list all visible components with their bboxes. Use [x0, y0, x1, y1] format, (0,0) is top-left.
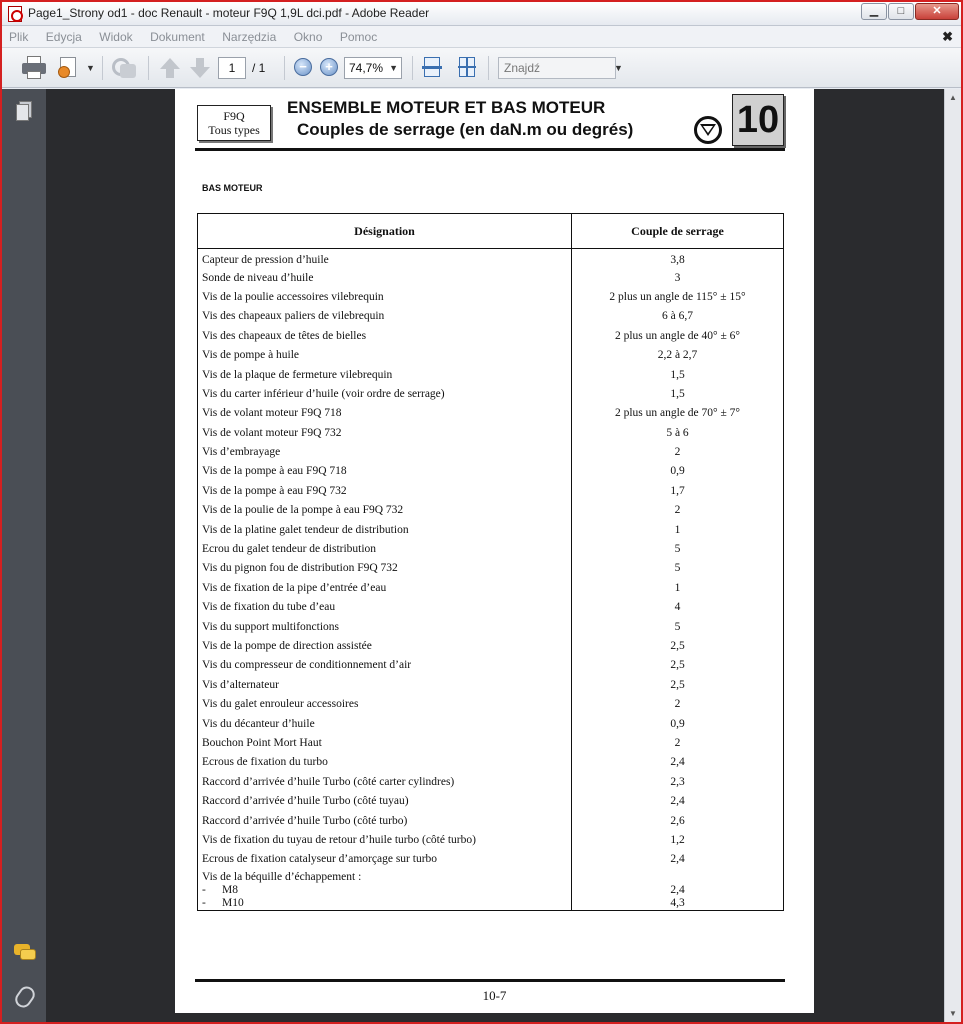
navigation-panel — [2, 89, 46, 1022]
table-cell-couple: 5 — [572, 617, 784, 636]
table-cell-designation: Vis du pignon fou de distribution F9Q 732 — [198, 559, 572, 578]
menu-bar — [2, 26, 961, 48]
section-title: BAS MOTEUR — [202, 183, 263, 193]
table-cell-designation: Ecrous de fixation du turbo — [198, 753, 572, 772]
table-cell-designation: Ecrous de fixation catalyseur d’amorçage sur turbo — [198, 850, 572, 869]
table-cell-designation: Vis d’embrayage — [198, 442, 572, 461]
close-button[interactable]: ✕ — [915, 3, 959, 20]
warning-stop-icon — [694, 116, 722, 144]
table-row — [198, 462, 784, 481]
table-cell-designation: Vis des chapeaux de têtes de bielles — [198, 326, 572, 345]
table-cell-couple: 2 — [572, 733, 784, 752]
table-cell-couple: 2 plus un angle de 115° ± 15° — [572, 287, 784, 306]
window-title: Page1_Strony od1 - doc Renault - moteur F9Q 1,9L dci.pdf - Adobe Reader — [28, 6, 430, 20]
sub-item — [202, 897, 567, 910]
sub-couple: 2,4 — [670, 884, 685, 896]
attachments-icon[interactable] — [12, 983, 38, 1010]
toolbar-separator — [284, 56, 285, 80]
table-row — [198, 850, 784, 869]
table-row — [198, 636, 784, 655]
table-cell-couple: 1,5 — [572, 365, 784, 384]
minimize-button[interactable]: ▁ — [861, 3, 887, 20]
page-number-input[interactable]: 1 — [218, 57, 246, 79]
fit-page-icon[interactable] — [456, 56, 478, 80]
collaborate-icon[interactable] — [110, 56, 138, 80]
sub-label: M8 — [222, 884, 238, 896]
column-header-couple: Couple de serrage — [572, 214, 784, 249]
table-cell-designation: Vis de la pompe à eau F9Q 732 — [198, 481, 572, 500]
table-cell-designation: Vis du carter inférieur d’huile (voir ordre de serrage) — [198, 384, 572, 403]
table-cell-couple: 1 — [572, 520, 784, 539]
table-cell-couple: 2,5 — [572, 636, 784, 655]
previous-page-icon[interactable] — [160, 56, 180, 80]
maximize-button[interactable]: □ — [888, 3, 914, 20]
table-cell-couple: 2,3 — [572, 772, 784, 791]
table-cell-couple: 5 — [572, 559, 784, 578]
table-row — [198, 675, 784, 694]
table-cell-designation: Vis de la pompe à eau F9Q 718 — [198, 462, 572, 481]
scroll-up-icon[interactable]: ▲ — [949, 93, 957, 102]
comments-icon[interactable] — [14, 944, 36, 962]
table-row — [198, 442, 784, 461]
table-row — [198, 617, 784, 636]
table-cell-couple: 3 — [572, 268, 784, 287]
table-cell-couple: 4 — [572, 598, 784, 617]
menu-okno[interactable]: Okno — [293, 30, 323, 44]
table-cell-couple: 1 — [572, 578, 784, 597]
table-cell-couple: 2,5 — [572, 656, 784, 675]
menu-widok[interactable]: Widok — [99, 30, 133, 44]
sub-item — [202, 884, 567, 897]
table-cell-designation: Vis du compresseur de conditionnement d’air — [198, 656, 572, 675]
table-cell-designation: Vis de volant moteur F9Q 732 — [198, 423, 572, 442]
column-header-designation: Désignation — [198, 214, 572, 249]
header-divider — [195, 148, 785, 151]
document-close-icon[interactable]: ✖ — [942, 29, 953, 44]
toolbar-separator — [412, 56, 413, 80]
table-row — [198, 753, 784, 772]
sub-couple: 4,3 — [670, 897, 685, 909]
table-row — [198, 830, 784, 849]
footer-divider — [195, 979, 785, 982]
table-row — [198, 268, 784, 287]
find-input[interactable] — [498, 57, 616, 79]
table-row — [198, 365, 784, 384]
table-cell-couple: 2,4 — [572, 791, 784, 810]
table-cell-designation: Vis du support multifonctions — [198, 617, 572, 636]
page-total: / 1 — [252, 61, 266, 75]
fit-width-icon[interactable] — [422, 56, 442, 80]
table-cell-designation — [198, 869, 572, 911]
torque-table — [197, 213, 784, 911]
table-cell-couple — [572, 869, 784, 911]
table-cell-couple: 0,9 — [572, 462, 784, 481]
pages-icon[interactable] — [16, 101, 32, 121]
table-cell-couple: 2 — [572, 501, 784, 520]
table-cell-couple: 2,2 à 2,7 — [572, 345, 784, 364]
table-cell-couple: 6 à 6,7 — [572, 307, 784, 326]
table-row — [198, 326, 784, 345]
table-cell-couple: 5 à 6 — [572, 423, 784, 442]
designation-text: Vis de la béquille d’échappement : — [202, 871, 362, 883]
plus-icon: + — [325, 59, 333, 74]
toolbar — [2, 48, 961, 88]
table-row — [198, 559, 784, 578]
table-row — [198, 384, 784, 403]
scroll-down-icon[interactable]: ▼ — [949, 1009, 957, 1018]
dash: - — [202, 884, 206, 896]
model-sub-label: Tous types — [208, 123, 260, 137]
table-cell-designation: Vis de fixation du tuyau de retour d’huile turbo (côté turbo) — [198, 830, 572, 849]
table-row — [198, 481, 784, 500]
table-cell-couple: 2,4 — [572, 753, 784, 772]
table-cell-couple: 2 — [572, 442, 784, 461]
next-page-icon[interactable] — [190, 56, 210, 80]
table-cell-couple: 1,2 — [572, 830, 784, 849]
pdf-page — [175, 89, 814, 1013]
table-cell-couple: 2 — [572, 694, 784, 713]
window-controls — [861, 3, 959, 20]
table-cell-designation: Sonde de niveau d’huile — [198, 268, 572, 287]
model-box — [197, 105, 271, 141]
table-row — [198, 501, 784, 520]
zoom-value: 74,7% — [349, 61, 384, 75]
adobe-reader-icon — [8, 6, 22, 22]
table-row — [198, 578, 784, 597]
chapter-number: 10 — [732, 94, 784, 146]
page-title: ENSEMBLE MOTEUR ET BAS MOTEUR — [287, 98, 606, 117]
table-cell-designation: Raccord d’arrivée d’huile Turbo (côté turbo) — [198, 811, 572, 830]
table-row — [198, 772, 784, 791]
zoom-select[interactable] — [344, 57, 402, 79]
menu-narzedzia[interactable]: Narzędzia — [222, 30, 277, 44]
table-row — [198, 598, 784, 617]
table-row — [198, 307, 784, 326]
table-header-row — [198, 214, 784, 249]
table-cell-designation: Vis de la pompe de direction assistée — [198, 636, 572, 655]
table-cell-designation: Bouchon Point Mort Haut — [198, 733, 572, 752]
table-cell-designation: Vis de la poulie accessoires vilebrequin — [198, 287, 572, 306]
title-bar — [2, 2, 961, 26]
table-row — [198, 287, 784, 306]
table-row — [198, 520, 784, 539]
print-icon[interactable] — [22, 56, 46, 80]
menu-plik[interactable]: Plik — [9, 30, 29, 44]
table-row — [198, 656, 784, 675]
table-cell-couple: 5 — [572, 539, 784, 558]
table-cell-designation: Raccord d’arrivée d’huile Turbo (côté carter cylindres) — [198, 772, 572, 791]
table-cell-couple: 2 plus un angle de 70° ± 7° — [572, 404, 784, 423]
table-cell-designation: Vis de fixation du tube d’eau — [198, 598, 572, 617]
model-label: F9Q — [223, 109, 245, 123]
table-cell-couple: 2 plus un angle de 40° ± 6° — [572, 326, 784, 345]
table-cell-designation: Vis de volant moteur F9Q 718 — [198, 404, 572, 423]
table-cell-designation: Raccord d’arrivée d’huile Turbo (côté tuyau) — [198, 791, 572, 810]
chevron-down-icon: ▼ — [389, 63, 398, 73]
toolbar-separator — [102, 56, 103, 80]
table-row — [198, 733, 784, 752]
dash: - — [202, 897, 206, 909]
table-row — [198, 249, 784, 268]
table-cell-designation: Vis de la plaque de fermeture vilebrequin — [198, 365, 572, 384]
table-cell-couple: 1,7 — [572, 481, 784, 500]
minus-icon: − — [299, 59, 307, 74]
menu-edycja[interactable]: Edycja — [45, 30, 82, 44]
find-dropdown-icon[interactable]: ▼ — [614, 63, 623, 73]
table-cell-designation: Vis d’alternateur — [198, 675, 572, 694]
table-row — [198, 345, 784, 364]
table-cell-couple: 2,5 — [572, 675, 784, 694]
table-cell-designation: Ecrou du galet tendeur de distribution — [198, 539, 572, 558]
zoom-out-button[interactable] — [294, 58, 312, 76]
table-row — [198, 404, 784, 423]
vertical-scrollbar[interactable] — [944, 89, 961, 1022]
table-cell-couple: 2,4 — [572, 850, 784, 869]
sub-label: M10 — [222, 897, 244, 909]
table-cell-designation: Vis de pompe à huile — [198, 345, 572, 364]
table-cell-designation: Vis du galet enrouleur accessoires — [198, 694, 572, 713]
table-row — [198, 539, 784, 558]
table-row — [198, 869, 784, 911]
find-placeholder: Znajdź — [504, 61, 541, 75]
page-number: 10-7 — [482, 988, 507, 1003]
table-row — [198, 694, 784, 713]
table-row — [198, 423, 784, 442]
table-cell-couple: 3,8 — [572, 249, 784, 268]
menu-dokument[interactable]: Dokument — [150, 30, 205, 44]
table-row — [198, 714, 784, 733]
table-cell-designation: Vis de la platine galet tendeur de distribution — [198, 520, 572, 539]
table-cell-designation: Vis du décanteur d’huile — [198, 714, 572, 733]
toolbar-separator — [148, 56, 149, 80]
table-cell-couple: 0,9 — [572, 714, 784, 733]
review-icon[interactable] — [58, 56, 80, 80]
table-row — [198, 791, 784, 810]
table-cell-couple: 1,5 — [572, 384, 784, 403]
menu-pomoc[interactable]: Pomoc — [339, 30, 378, 44]
table-cell-designation: Vis de la poulie de la pompe à eau F9Q 732 — [198, 501, 572, 520]
table-cell-designation: Capteur de pression d’huile — [198, 249, 572, 268]
table-cell-designation: Vis de fixation de la pipe d’entrée d’eau — [198, 578, 572, 597]
page-subtitle: Couples de serrage (en daN.m ou degrés) — [297, 120, 634, 139]
table-cell-couple: 2,6 — [572, 811, 784, 830]
table-row — [198, 811, 784, 830]
review-dropdown-icon[interactable]: ▼ — [86, 63, 95, 73]
table-cell-designation: Vis des chapeaux paliers de vilebrequin — [198, 307, 572, 326]
toolbar-separator — [488, 56, 489, 80]
zoom-in-button[interactable] — [320, 58, 338, 76]
